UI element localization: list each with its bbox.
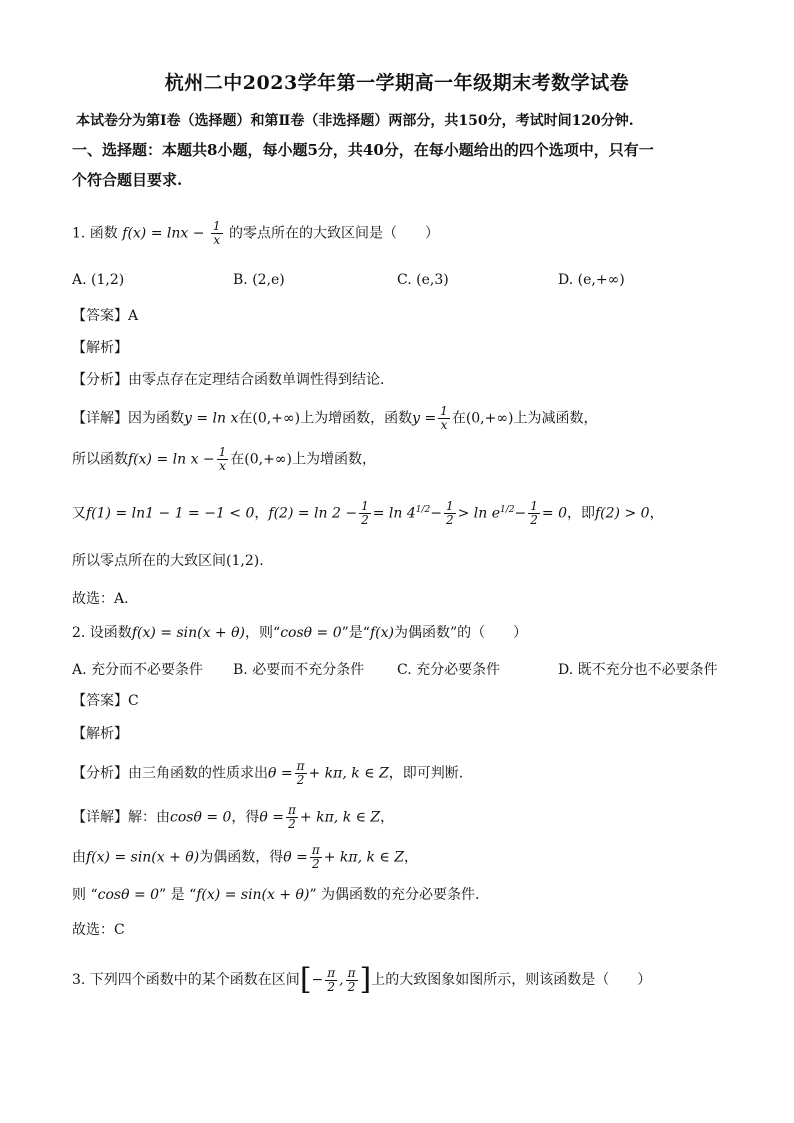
- question-2: [72, 624, 527, 642]
- q1-answer: [72, 307, 138, 325]
- q1-detail-line1: [72, 405, 598, 432]
- question-1-stem: 的零点所在的大致区间是（ ）: [229, 225, 440, 242]
- text: ，: [254, 505, 269, 522]
- fraction-denominator: 2: [327, 979, 336, 994]
- math: f(x) = sin(x + θ): [131, 625, 246, 641]
- q2-answer: [72, 692, 139, 710]
- math: f(1) = ln1 − 1 = −1 < 0: [86, 505, 255, 522]
- fraction-denominator: x: [213, 233, 221, 247]
- question-1-fraction: [211, 220, 223, 247]
- option-text: 既不充分也不必要条件: [577, 662, 718, 678]
- fraction: [528, 500, 540, 527]
- math: (0,+∞): [252, 410, 301, 427]
- q1-option-a: [72, 271, 124, 289]
- math: f(x): [369, 625, 394, 641]
- fraction: [295, 760, 307, 787]
- fraction: [286, 804, 298, 831]
- q2-detail-line3: [72, 886, 480, 904]
- math: > ln e: [457, 505, 501, 522]
- q1-option-d: [558, 271, 625, 289]
- fraction-numerator: 1: [361, 499, 369, 513]
- text: 为偶函数”的（ ）: [393, 625, 528, 641]
- q2-option-c: [397, 661, 500, 679]
- math: + kπ, k ∈ Z: [323, 849, 404, 866]
- text: ，得: [231, 809, 260, 826]
- fraction-denominator: 2: [445, 513, 454, 527]
- text: 所以函数: [72, 451, 128, 468]
- q2-option-d: [558, 661, 718, 679]
- fraction-denominator: x: [219, 459, 226, 473]
- exam-intro: 本试卷分为第Ⅰ卷（选择题）和第Ⅱ卷（非选择题）两部分，共150分，考试时间120分钟.: [76, 113, 634, 129]
- q1-option-c: [397, 271, 449, 289]
- page-title: 杭州二中2023学年第一学期高一年级期末考数学试卷: [164, 72, 630, 94]
- fraction-numerator: π: [296, 759, 305, 773]
- text: 因为函数: [128, 410, 184, 427]
- fraction: [444, 500, 456, 527]
- choose-value: C: [114, 922, 125, 938]
- fraction-numerator: π: [288, 803, 296, 817]
- math: (1,2): [226, 553, 260, 569]
- q1-detail-line2: [72, 446, 376, 473]
- exponent: 1/2: [500, 504, 515, 515]
- q1-fenxi: [72, 371, 384, 389]
- math: −: [311, 972, 324, 988]
- answer-label: 【答案】: [72, 693, 128, 709]
- option-key: A.: [72, 272, 87, 288]
- text: 由: [72, 849, 86, 866]
- q1-analysis-head: 【解析】: [72, 340, 128, 356]
- q2-option-a: [72, 661, 203, 679]
- choose-label: 故选：: [72, 591, 114, 607]
- text: 上为减函数，: [513, 410, 598, 427]
- fraction-denominator: 2: [288, 817, 296, 831]
- right-bracket: ]: [359, 962, 372, 997]
- question-1-function: f(x) = lnx −: [122, 225, 205, 242]
- fraction-denominator: 2: [530, 513, 538, 527]
- text: 为偶函数，得: [199, 849, 284, 866]
- question-1: [72, 220, 439, 247]
- fraction-numerator: π: [311, 843, 320, 857]
- fraction: [346, 967, 358, 994]
- choose-label: 故选：: [72, 922, 114, 938]
- fraction-numerator: 1: [218, 445, 227, 459]
- option-text: (e,+∞): [577, 272, 625, 288]
- option-key: C.: [397, 662, 412, 678]
- text: 在: [238, 410, 253, 427]
- math: y = ln x: [184, 410, 239, 427]
- fenxi-label: 【分析】: [72, 765, 128, 782]
- q1-option-b: [233, 271, 285, 289]
- math: −: [430, 505, 442, 522]
- option-key: A.: [72, 662, 87, 678]
- text: 由三角函数的性质求出: [128, 765, 268, 782]
- fraction: [359, 500, 371, 527]
- math: f(x) = sin(x + θ): [86, 849, 200, 866]
- fenxi-label: 【分析】: [72, 372, 128, 388]
- detail-label: 【详解】: [72, 410, 128, 427]
- q2-option-b: [233, 661, 364, 679]
- text: ，: [403, 849, 418, 866]
- fraction-numerator: 1: [530, 499, 538, 513]
- fraction-numerator: 1: [212, 219, 221, 233]
- math: f(x) = ln x −: [128, 451, 215, 468]
- left-bracket: [: [299, 962, 312, 997]
- math: = 0: [541, 505, 567, 522]
- fraction: [217, 446, 229, 473]
- fraction: [310, 844, 322, 871]
- text: ，即可判断.: [388, 765, 464, 782]
- fraction: [438, 405, 450, 432]
- fraction-denominator: 2: [347, 979, 356, 994]
- text: ” 为偶函数的充分必要条件.: [309, 887, 480, 903]
- fraction-numerator: π: [347, 965, 356, 980]
- option-text: 充分必要条件: [416, 662, 501, 678]
- answer-value: C: [128, 693, 139, 709]
- fraction-denominator: 2: [361, 513, 369, 527]
- math: θ =: [268, 765, 293, 782]
- math: + kπ, k ∈ Z: [308, 765, 389, 782]
- math: (0,+∞): [465, 410, 514, 427]
- text: 则 “: [72, 887, 98, 903]
- text: 所以零点所在的大致区间: [72, 553, 226, 569]
- math: θ =: [283, 849, 308, 866]
- option-text: (2,e): [252, 272, 285, 288]
- option-text: 必要而不充分条件: [252, 662, 365, 678]
- option-text: 充分而不必要条件: [91, 662, 204, 678]
- text: 解：由: [128, 809, 170, 826]
- fraction-denominator: 2: [311, 857, 320, 871]
- detail-label: 【详解】: [72, 809, 128, 826]
- q2-detail-line2: [72, 844, 418, 871]
- section-heading-line2: 个符合题目要求.: [72, 171, 183, 189]
- text: 在: [230, 451, 245, 468]
- answer-label: 【答案】: [72, 308, 128, 324]
- section-heading-line1: 一、选择题：本题共8小题，每小题5分，共40分，在每小题给出的四个选项中，只有一: [72, 141, 654, 159]
- option-key: D.: [558, 272, 574, 288]
- fenxi-text: 由零点存在定理结合函数单调性得到结论.: [128, 372, 385, 388]
- fraction: [325, 967, 337, 994]
- q2-detail-line1: [72, 804, 394, 831]
- question-1-number: 1. 函数: [72, 225, 118, 242]
- option-text: (e,3): [416, 272, 449, 288]
- question-3: [72, 962, 652, 997]
- math: cosθ = 0: [170, 809, 232, 826]
- text: ，则“: [245, 625, 281, 641]
- q1-detail-line3: [72, 500, 664, 527]
- fraction-numerator: 1: [445, 499, 454, 513]
- math: f(2) > 0: [595, 505, 650, 522]
- math: cosθ = 0: [97, 887, 160, 903]
- fraction-numerator: π: [327, 965, 336, 980]
- q1-choose: [72, 590, 129, 608]
- option-text: (1,2): [91, 272, 125, 288]
- math: f(2) = ln 2 −: [268, 505, 358, 522]
- option-key: C.: [397, 272, 412, 288]
- question-3-number: 3. 下列四个函数中的某个函数在区间: [72, 972, 300, 988]
- text: .: [259, 553, 264, 569]
- text: ，即: [567, 505, 595, 522]
- text: 上为增函数，: [291, 451, 376, 468]
- answer-value: A: [128, 308, 139, 324]
- math: f(x) = sin(x + θ): [196, 887, 310, 903]
- text: 上为增函数，函数: [300, 410, 413, 427]
- option-key: B.: [233, 662, 248, 678]
- math: y =: [412, 410, 437, 427]
- text: ”是“: [341, 625, 370, 641]
- exponent: 1/2: [415, 504, 431, 515]
- math: θ =: [259, 809, 285, 826]
- option-key: B.: [233, 272, 248, 288]
- choose-value: A.: [114, 591, 129, 607]
- math: (0,+∞): [244, 451, 292, 468]
- fraction-denominator: x: [440, 418, 448, 432]
- math: = ln 4: [372, 505, 416, 522]
- q1-detail-line4: [72, 552, 264, 570]
- text: 又: [72, 505, 86, 522]
- text: ，: [649, 505, 664, 522]
- text: 上的大致图象如图所示，则该函数是（ ）: [371, 972, 652, 988]
- math: ,: [339, 972, 344, 988]
- q2-analysis-head: 【解析】: [72, 726, 128, 742]
- math: + kπ, k ∈ Z: [299, 809, 381, 826]
- math: −: [514, 505, 527, 522]
- fraction-denominator: 2: [296, 773, 305, 787]
- text: 在: [451, 410, 466, 427]
- q2-choose: [72, 921, 125, 939]
- text: ” 是 “: [159, 887, 197, 903]
- fraction-numerator: 1: [440, 404, 448, 418]
- q2-fenxi: [72, 760, 463, 787]
- math: cosθ = 0: [280, 625, 342, 641]
- question-2-number: 2. 设函数: [72, 625, 132, 641]
- text: ，: [380, 809, 395, 826]
- option-key: D.: [558, 662, 574, 678]
